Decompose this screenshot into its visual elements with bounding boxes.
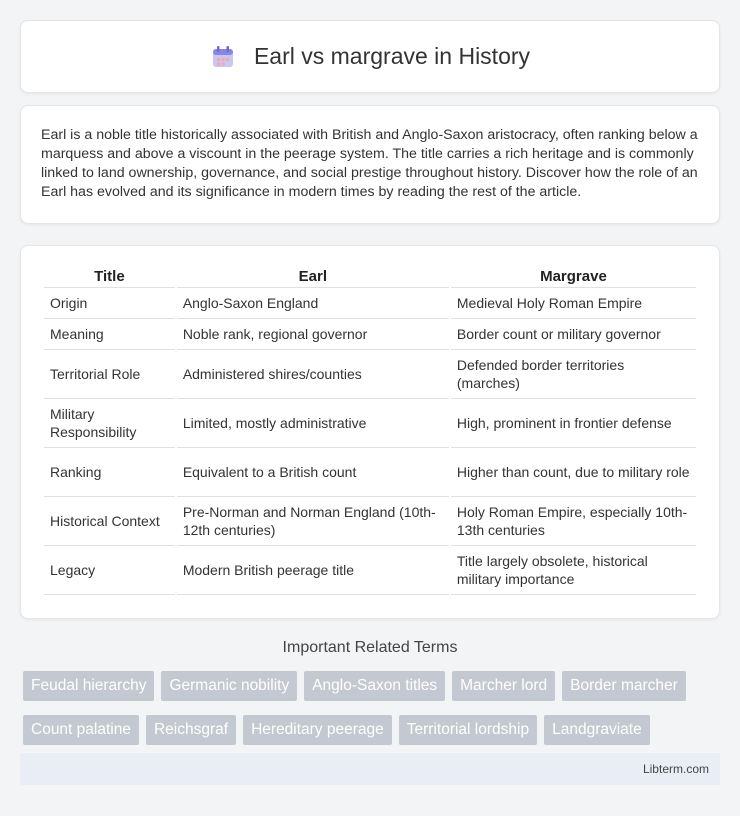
table-header-row bbox=[44, 266, 696, 288]
related-term-tag[interactable]: Border marcher bbox=[562, 671, 686, 701]
table-cell: Equivalent to a British count bbox=[177, 448, 449, 497]
related-term-tag[interactable]: Reichsgraf bbox=[146, 715, 236, 745]
table-row bbox=[44, 350, 696, 399]
table-cell: Military Responsibility bbox=[44, 399, 175, 448]
table-cell: Limited, mostly administrative bbox=[177, 399, 449, 448]
table-cell: Meaning bbox=[44, 319, 175, 350]
column-header: Earl bbox=[177, 266, 449, 288]
table-cell: Origin bbox=[44, 288, 175, 319]
related-term-tag[interactable]: Count palatine bbox=[23, 715, 139, 745]
table-cell: Historical Context bbox=[44, 497, 175, 546]
table-cell: Border count or military governor bbox=[451, 319, 696, 350]
related-term-tag[interactable]: Germanic nobility bbox=[161, 671, 297, 701]
table-row bbox=[44, 546, 696, 595]
related-term-tag[interactable]: Territorial lordship bbox=[399, 715, 537, 745]
intro-card bbox=[20, 105, 720, 224]
table-cell: Holy Roman Empire, especially 10th-13th centuries bbox=[451, 497, 696, 546]
page-title: Earl vs margrave in History bbox=[253, 43, 531, 69]
related-terms-title: Important Related Terms bbox=[282, 639, 458, 656]
related-term-tag[interactable]: Marcher lord bbox=[452, 671, 555, 701]
table-row bbox=[44, 399, 696, 448]
table-cell: High, prominent in frontier defense bbox=[451, 399, 696, 448]
table-cell: Legacy bbox=[44, 546, 175, 595]
table-cell: Territorial Role bbox=[44, 350, 175, 399]
related-terms-list bbox=[23, 671, 723, 745]
table-cell: Noble rank, regional governor bbox=[177, 319, 449, 350]
related-term-tag[interactable]: Landgraviate bbox=[544, 715, 650, 745]
column-header: Title bbox=[44, 266, 175, 288]
table-row bbox=[44, 448, 696, 497]
related-term-tag[interactable]: Feudal hierarchy bbox=[23, 671, 154, 701]
table-cell: Modern British peerage title bbox=[177, 546, 449, 595]
table-cell: Defended border territories (marches) bbox=[451, 350, 696, 399]
table-cell: Administered shires/counties bbox=[177, 350, 449, 399]
footer bbox=[20, 753, 720, 785]
table-cell: Anglo-Saxon England bbox=[177, 288, 449, 319]
column-header: Margrave bbox=[451, 266, 696, 288]
title-card bbox=[20, 20, 720, 93]
intro-text: Earl is a noble title historically associated with British and Anglo-Saxon aristocracy, often ranking below a marquess and above a viscount in the peerage system. The title carries a rich heritage and is commonly linked to land ownership, governance, and social prestige throughout history. Discover how the role of an Earl has evolved and its significance in modern times by reading the rest of the article. bbox=[41, 127, 698, 200]
table-cell: Pre-Norman and Norman England (10th-12th centuries) bbox=[177, 497, 449, 546]
related-term-tag[interactable]: Hereditary peerage bbox=[243, 715, 392, 745]
comparison-table-card bbox=[20, 245, 720, 619]
table-cell: Ranking bbox=[44, 448, 175, 497]
footer-brand[interactable]: Libterm.com bbox=[642, 762, 709, 776]
table-row bbox=[44, 319, 696, 350]
table-row bbox=[44, 288, 696, 319]
table-row bbox=[44, 497, 696, 546]
comparison-table bbox=[42, 266, 698, 595]
calendar-icon bbox=[210, 44, 236, 70]
related-term-tag[interactable]: Anglo-Saxon titles bbox=[304, 671, 445, 701]
table-cell: Title largely obsolete, historical military importance bbox=[451, 546, 696, 595]
table-cell: Medieval Holy Roman Empire bbox=[451, 288, 696, 319]
table-cell: Higher than count, due to military role bbox=[451, 448, 696, 497]
